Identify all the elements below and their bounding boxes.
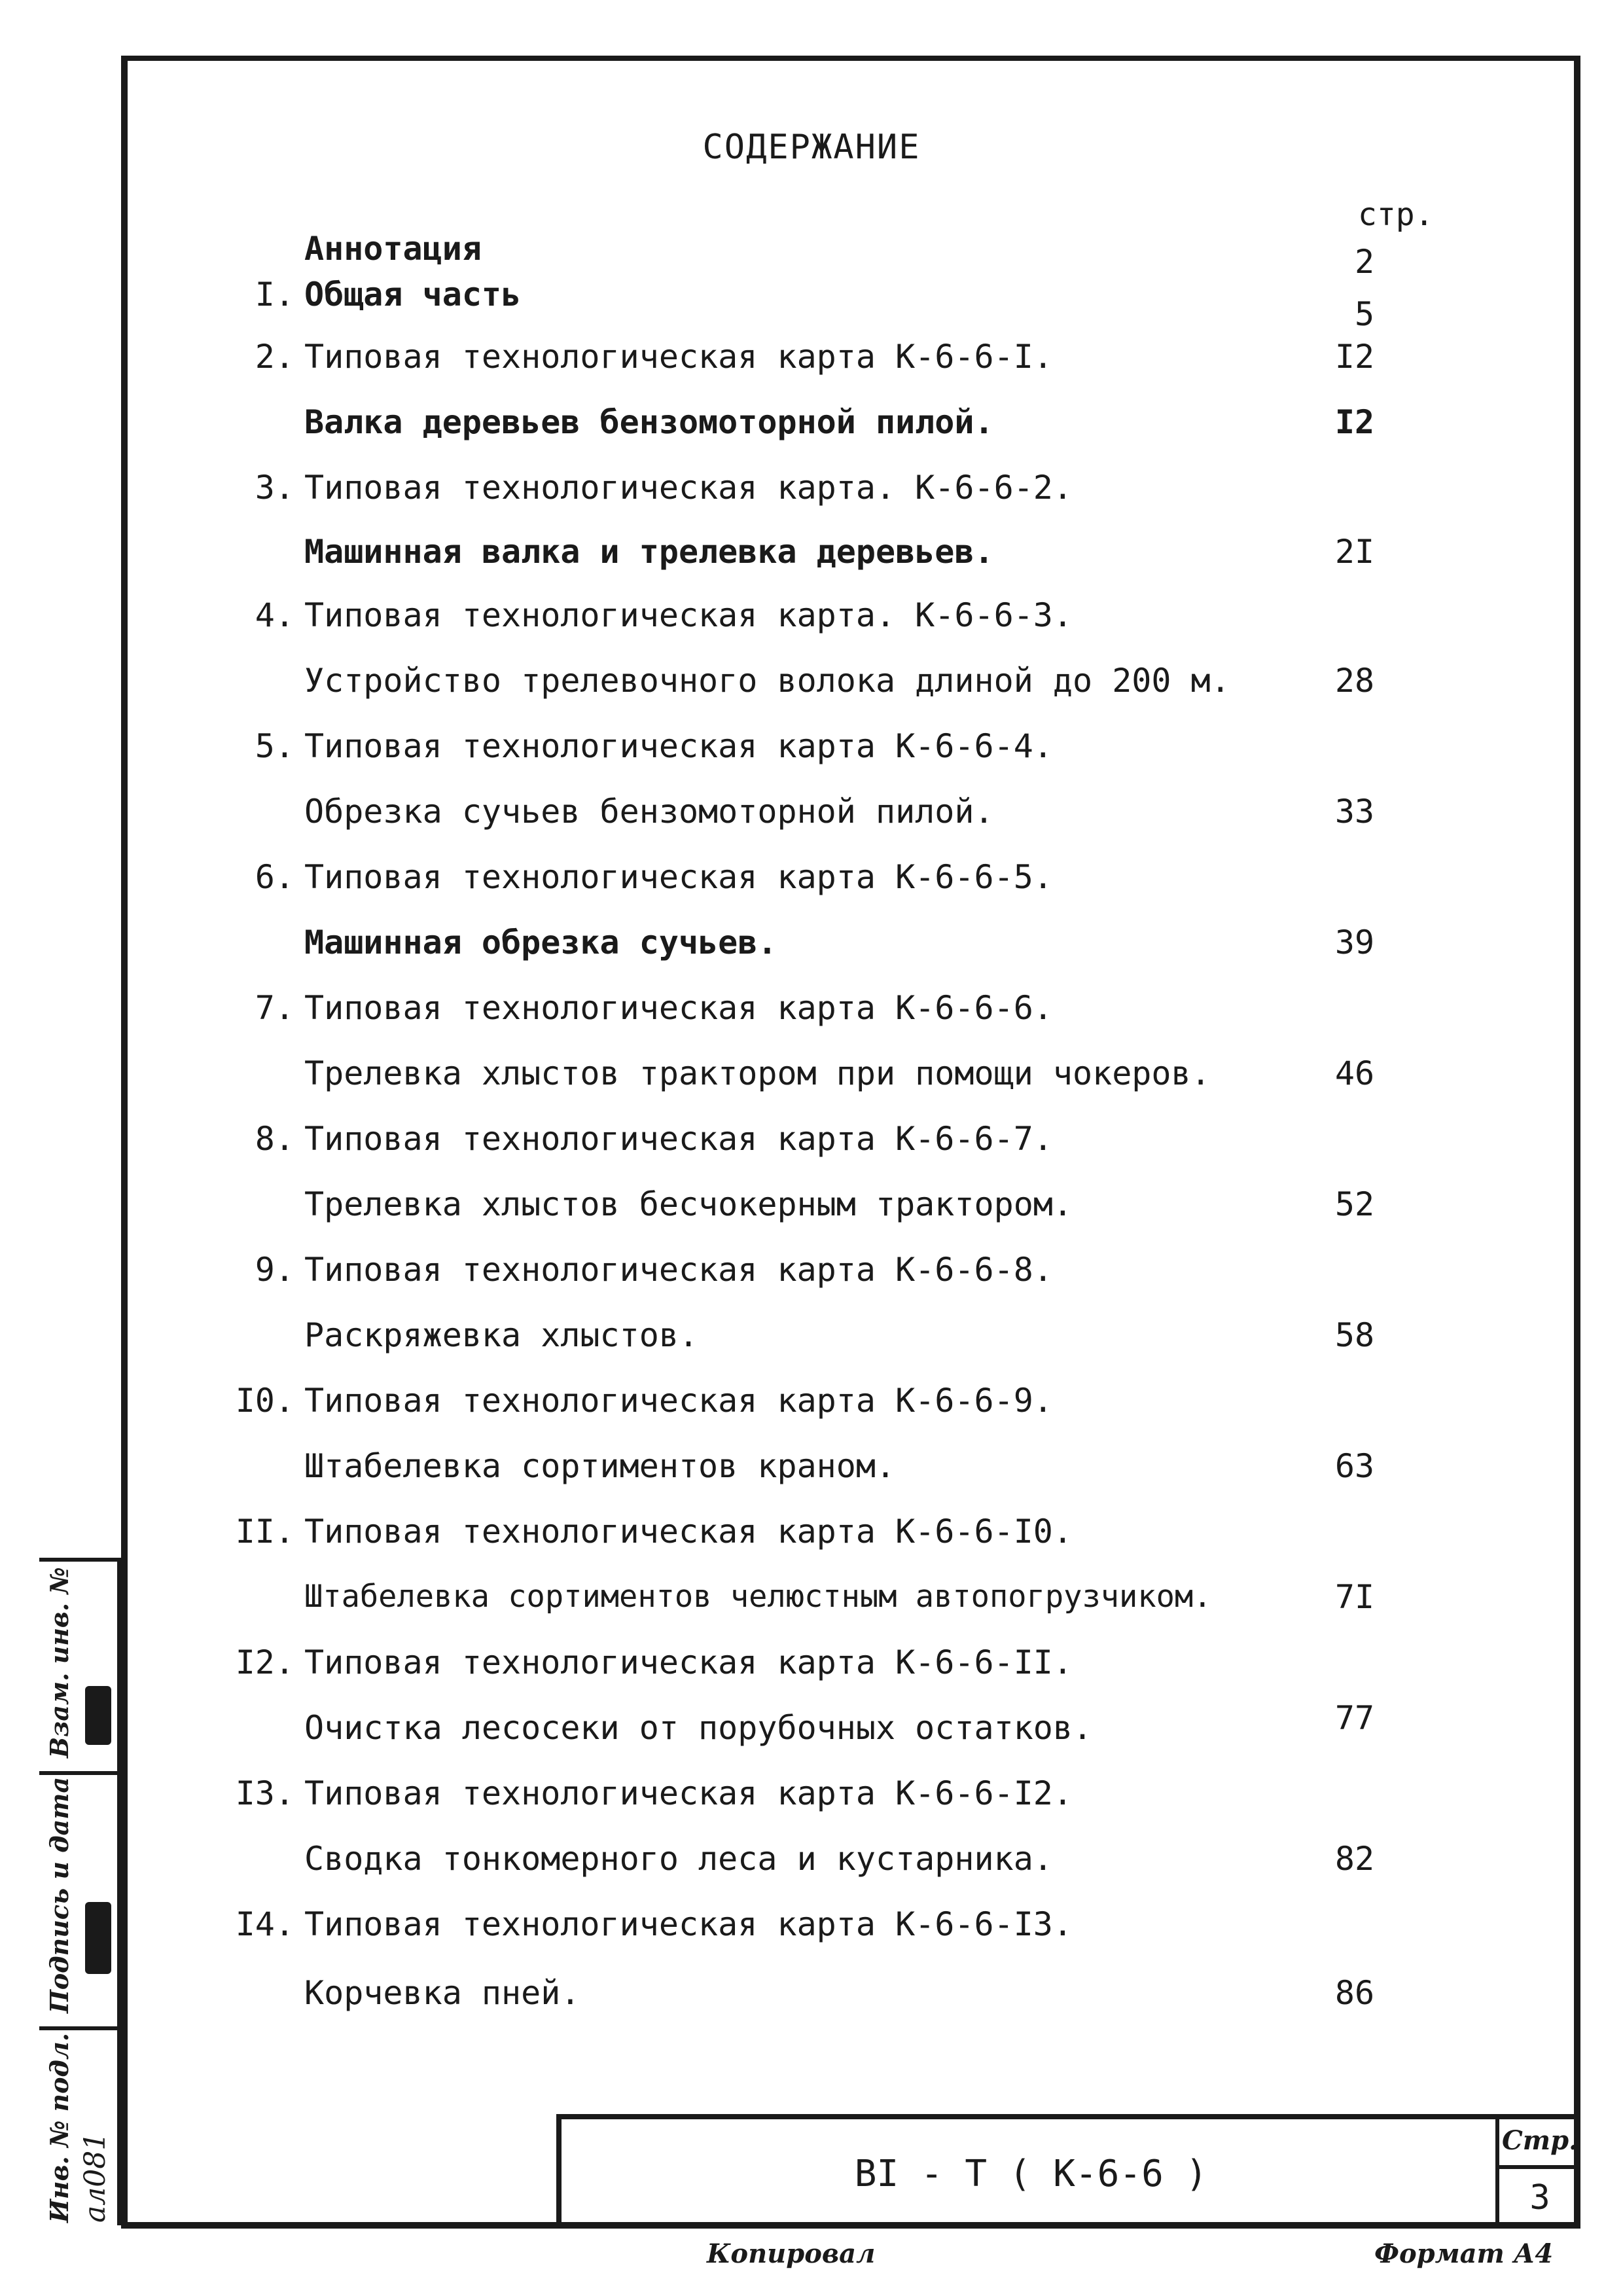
entry-text: Типовая технологическая карта К-6-6-II. [304, 1643, 1073, 1681]
entry-number: II. [235, 1513, 294, 1551]
entry-text: Типовая технологическая карта К-6-6-6. [304, 989, 1053, 1027]
signature-mark [85, 1902, 111, 1974]
entry-number: 3. [255, 469, 294, 507]
entry-text: Типовая технологическая карта К-6-6-I3. [304, 1905, 1073, 1943]
entry-page: 52 [1334, 1185, 1375, 1223]
toc-entry [0, 1116, 1623, 1162]
toc-entry [0, 272, 1623, 333]
toc-entry [0, 226, 1623, 281]
toc-entry [0, 723, 1623, 769]
toc-entry [0, 920, 1623, 965]
toc-entry [0, 1836, 1623, 1882]
entry-text: Раскряжевка хлыстов. [304, 1316, 699, 1354]
toc-entry [0, 334, 1623, 380]
entry-text: Штабелевка сортиментов краном. [304, 1447, 896, 1485]
signature-date-label: Подпись и дата [45, 1776, 74, 2013]
entry-number: 2. [255, 338, 294, 376]
copied-by-label: Копировал [707, 2238, 876, 2269]
toc-entry [0, 1509, 1623, 1554]
entry-text: Типовая технологическая карта К-6-6-7. [304, 1120, 1053, 1158]
page-number-label: Стр. [1499, 2119, 1580, 2169]
entry-text: Типовая технологическая карта К-6-6-I. [304, 338, 1053, 376]
entry-page: 46 [1334, 1054, 1375, 1092]
entry-page: I2 [1334, 403, 1375, 441]
entry-text: Типовая технологическая карта. К-6-6-2. [304, 469, 1073, 507]
entry-text: Обрезка сучьев бензомоторной пилой. [304, 793, 994, 831]
entry-page: 7I [1334, 1578, 1375, 1616]
document-code: ВI - Т ( К-6-6 ) [854, 2153, 1208, 2195]
entry-page: 28 [1334, 662, 1375, 700]
toc-entry [0, 1247, 1623, 1293]
signature-mark [85, 1686, 111, 1745]
toc-entry [0, 1640, 1623, 1685]
toc-entry [0, 854, 1623, 900]
entry-page: 5 [1354, 295, 1375, 333]
toc-entry [0, 529, 1623, 575]
toc-entry [0, 789, 1623, 834]
format-label: Формат А4 [1374, 2238, 1554, 2269]
entry-text: Устройство трелевочного волока длиной до 200 м. [304, 662, 1230, 700]
replace-inv-label: Взам. инв. № [45, 1567, 74, 1758]
entry-text: Типовая технологическая карта К-6-6-I2. [304, 1774, 1073, 1812]
divider [39, 2026, 121, 2030]
entry-text: Типовая технологическая карта К-6-6-9. [304, 1382, 1053, 1420]
toc-entry [0, 1574, 1623, 1620]
entry-page: 2 [1354, 243, 1375, 281]
toc-entry [0, 399, 1623, 445]
entry-text: Трелевка хлыстов бесчокерным трактором. [304, 1185, 1073, 1223]
entry-page: 2I [1334, 533, 1375, 571]
entry-text: Трелевка хлыстов трактором при помощи чокеров. [304, 1054, 1211, 1092]
page-title: СОДЕРЖАНИЕ [702, 128, 921, 167]
toc-entry [0, 1901, 1623, 1947]
page-number-value: 3 [1529, 2178, 1550, 2217]
page-number-cell [1495, 2119, 1580, 2229]
entry-text: Валка деревьев бензомоторной пилой. [304, 403, 994, 441]
toc-entry [0, 1378, 1623, 1424]
toc-entry [0, 1050, 1623, 1096]
entry-text: Очистка лесосеки от порубочных остатков. [304, 1709, 1093, 1747]
entry-number: I4. [235, 1905, 294, 1943]
entry-text: Машинная обрезка сучьев. [304, 924, 777, 961]
toc-entry [0, 1443, 1623, 1489]
entry-text: Машинная валка и трелевка деревьев. [304, 533, 994, 571]
toc-entry [0, 658, 1623, 704]
side-margin-block [39, 1558, 121, 2225]
entry-page: 58 [1334, 1316, 1375, 1354]
entry-number: I3. [235, 1774, 294, 1812]
entry-text: Типовая технологическая карта К-6-6-4. [304, 727, 1053, 765]
entry-page: 77 [1334, 1699, 1375, 1737]
entry-number: I2. [235, 1643, 294, 1681]
entry-number: 7. [255, 989, 294, 1027]
entry-text: Типовая технологическая карта К-6-6-I0. [304, 1513, 1073, 1551]
entry-number: 9. [255, 1251, 294, 1289]
entry-page: 82 [1334, 1840, 1375, 1878]
inventory-number-value: ал081 [79, 2132, 112, 2223]
toc-entry [0, 1699, 1623, 1751]
entry-text: Корчевка пней. [304, 1974, 580, 2012]
page-column-header: стр. [1358, 196, 1434, 233]
entry-page: 86 [1334, 1974, 1375, 2012]
toc-entry [0, 592, 1623, 638]
entry-text: Аннотация [304, 230, 482, 268]
toc-entry [0, 985, 1623, 1031]
entry-text: Типовая технологическая карта. К-6-6-3. [304, 596, 1073, 634]
entry-page: 39 [1334, 924, 1375, 961]
entry-text: Штабелевка сортиментов челюстным автопогрузчиком. [304, 1579, 1212, 1615]
entry-page: I2 [1334, 338, 1375, 376]
toc-entry [0, 1970, 1623, 2016]
entry-number: I. [255, 276, 294, 314]
toc-entry [0, 465, 1623, 511]
inventory-number-label: Инв. № подл. [45, 2033, 74, 2223]
entry-page: 33 [1334, 793, 1375, 831]
title-block [556, 2114, 1580, 2229]
entry-number: 6. [255, 858, 294, 896]
entry-text: Типовая технологическая карта К-6-6-5. [304, 858, 1053, 896]
entry-number: I0. [235, 1382, 294, 1420]
entry-number: 5. [255, 727, 294, 765]
entry-number: 8. [255, 1120, 294, 1158]
entry-number: 4. [255, 596, 294, 634]
toc-entry [0, 1181, 1623, 1227]
toc-entry [0, 1312, 1623, 1358]
entry-text: Общая часть [304, 276, 522, 314]
divider [39, 1771, 121, 1775]
toc-entry [0, 1770, 1623, 1816]
entry-text: Сводка тонкомерного леса и кустарника. [304, 1840, 1053, 1878]
entry-page: 63 [1334, 1447, 1375, 1485]
entry-text: Типовая технологическая карта К-6-6-8. [304, 1251, 1053, 1289]
